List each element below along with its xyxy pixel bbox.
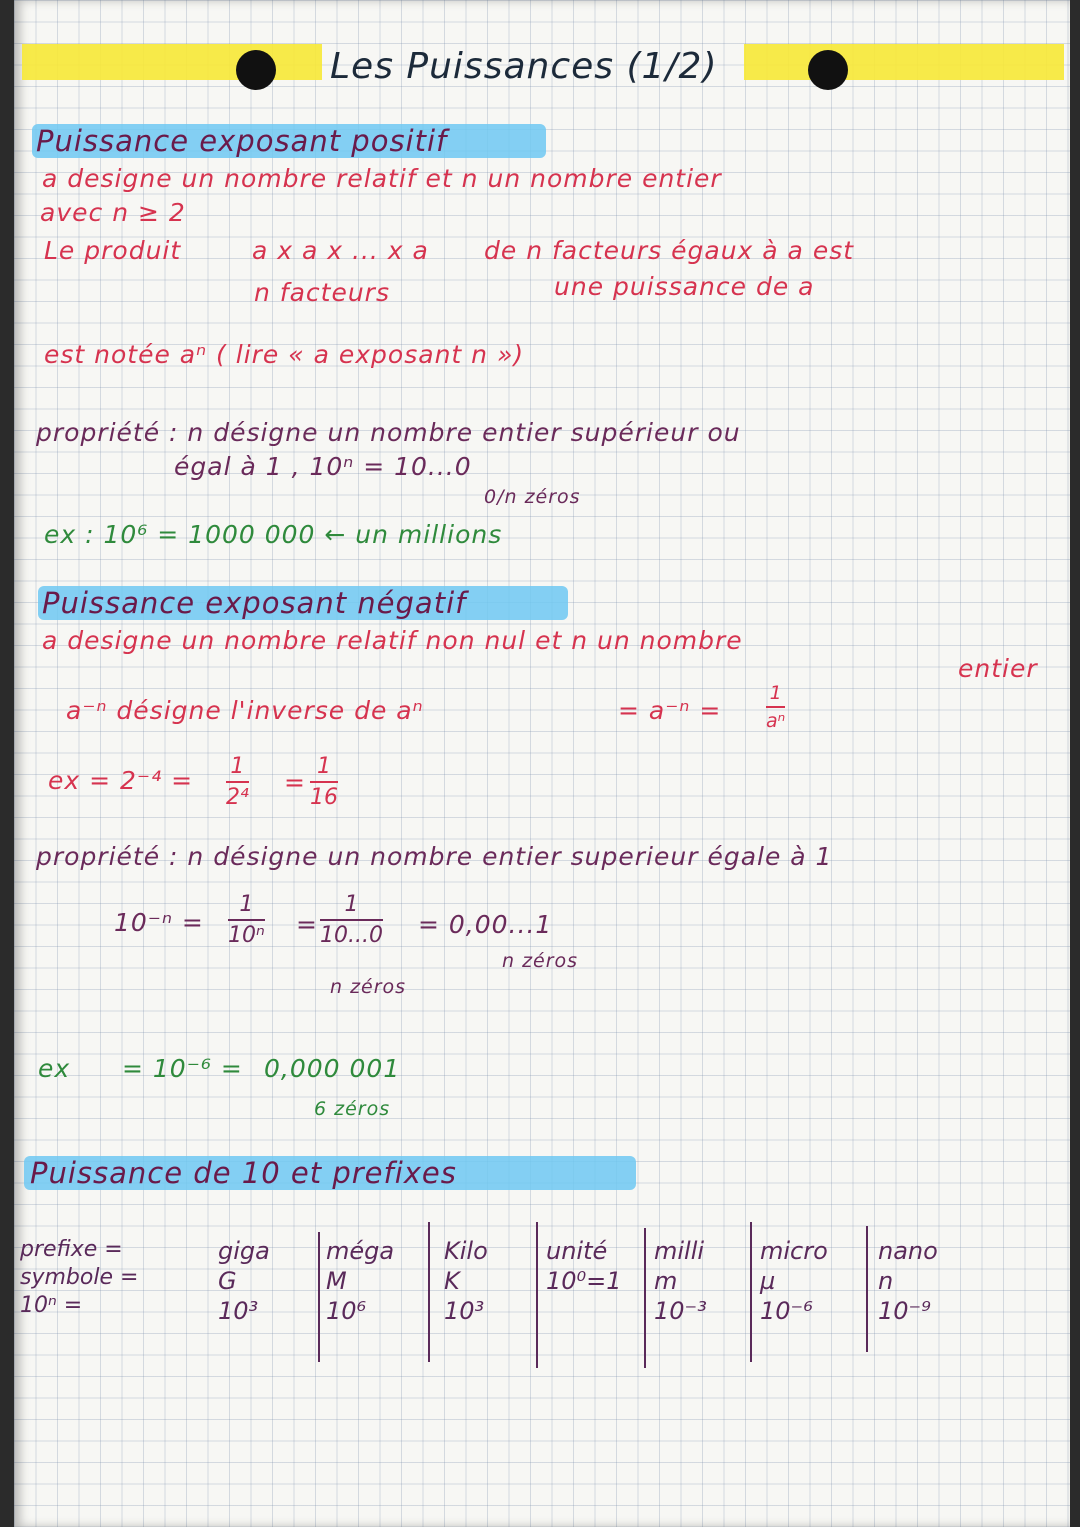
positive-line-2: avec n ≥ 2 — [40, 198, 186, 227]
positive-property-2: égal à 1 , 10ⁿ = 10...0 — [174, 452, 472, 481]
negative-example-frac2 — [310, 754, 338, 810]
prefix-row-labels — [20, 1236, 138, 1320]
negative-example-lhs: ex = 2⁻⁴ = — [48, 766, 194, 795]
negative-formula-frac1-den: 10ⁿ — [228, 923, 265, 948]
prefix-name: unité — [546, 1237, 608, 1265]
negative-example2-label: ex — [38, 1054, 71, 1083]
prefix-column-nano — [878, 1236, 938, 1326]
prefix-power: 10³ — [444, 1297, 485, 1325]
notebook-page — [14, 0, 1070, 1527]
negative-formula-frac2-note: n zéros — [330, 976, 407, 998]
prefix-power: 10³ — [218, 1297, 259, 1325]
prefix-symbol: n — [878, 1267, 894, 1295]
table-divider — [536, 1222, 538, 1368]
positive-property-1: propriété : n désigne un nombre entier supérieur ou — [36, 418, 741, 447]
table-divider — [750, 1222, 752, 1362]
prefix-name: nano — [878, 1237, 938, 1265]
positive-example: ex : 10⁶ = 1000 000 ← un millions — [44, 520, 503, 549]
prefix-power: 10⁻⁶ — [760, 1297, 813, 1325]
negative-example2-lhs: = 10⁻⁶ = — [122, 1054, 243, 1083]
positive-line-3b: a x a x ... x a — [252, 236, 429, 265]
heading-positive: Puissance exposant positif — [36, 124, 448, 158]
prefix-power: 10⁰=1 — [546, 1267, 622, 1295]
negative-line-2a: a⁻ⁿ désigne l'inverse de aⁿ — [66, 696, 424, 725]
heading-prefix: Puissance de 10 et prefixes — [30, 1156, 457, 1190]
negative-formula-frac2-den: 10...0 — [320, 923, 383, 948]
page-title: Les Puissances (1/2) — [330, 46, 718, 87]
negative-example-eq: = — [284, 768, 306, 797]
row-label-power: 10ⁿ = — [20, 1293, 83, 1318]
negative-example2-value: 0,000 001 — [264, 1054, 401, 1083]
table-divider — [428, 1222, 430, 1362]
negative-example-frac2-num: 1 — [317, 754, 331, 779]
punch-hole-right — [808, 50, 848, 90]
prefix-power: 10⁻⁹ — [878, 1297, 931, 1325]
negative-def-fraction — [766, 682, 785, 732]
row-label-symbol: symbole = — [20, 1265, 139, 1290]
prefix-symbol: m — [654, 1267, 678, 1295]
negative-example-frac2-den: 16 — [310, 785, 338, 810]
positive-line-3c: de n facteurs égaux à a est — [484, 236, 855, 265]
positive-property-3: 0/n zéros — [484, 486, 581, 508]
negative-formula-rhs-note: n zéros — [502, 950, 579, 972]
prefix-symbol: M — [326, 1267, 347, 1295]
positive-line-5: est notée aⁿ ( lire « a exposant n ») — [44, 340, 525, 369]
positive-line-4b: une puissance de a — [554, 272, 815, 301]
row-label-prefix: prefixe = — [20, 1237, 123, 1262]
negative-line-1: a designe un nombre relatif non nul et n un nombre — [42, 626, 743, 655]
table-divider — [866, 1226, 868, 1352]
negative-formula-frac1-num: 1 — [239, 892, 254, 917]
title-highlight-left — [22, 44, 322, 80]
negative-formula-rhs: = 0,00...1 — [418, 910, 553, 939]
prefix-name: milli — [654, 1237, 705, 1265]
negative-example-frac1-num: 1 — [230, 754, 245, 779]
prefix-symbol: G — [218, 1267, 237, 1295]
negative-def-num: 1 — [769, 682, 782, 704]
negative-line-2b: = a⁻ⁿ = — [618, 696, 722, 725]
prefix-name: giga — [218, 1237, 270, 1265]
negative-formula-frac1 — [228, 892, 265, 948]
prefix-name: Kilo — [444, 1237, 488, 1265]
prefix-power: 10⁻³ — [654, 1297, 707, 1325]
prefix-name: micro — [760, 1237, 828, 1265]
negative-formula-lhs: 10⁻ⁿ = — [114, 908, 204, 937]
prefix-power: 10⁶ — [326, 1297, 367, 1325]
positive-line-1: a designe un nombre relatif et n un nombre entier — [42, 164, 722, 193]
negative-property: propriété : n désigne un nombre entier superieur égale à 1 — [36, 842, 833, 871]
title-highlight-right — [744, 44, 1064, 80]
negative-formula-frac2-num: 1 — [344, 892, 359, 917]
negative-example-frac1 — [226, 754, 249, 810]
table-divider — [644, 1228, 646, 1368]
negative-example-frac1-den: 2⁴ — [226, 785, 249, 810]
positive-line-4a: n facteurs — [254, 278, 390, 307]
prefix-symbol: K — [444, 1267, 460, 1295]
prefix-column-giga — [218, 1236, 270, 1326]
prefix-column-milli — [654, 1236, 707, 1326]
prefix-column-unite — [546, 1236, 622, 1296]
positive-line-3a: Le produit — [44, 236, 182, 265]
negative-formula-eq: = — [296, 910, 318, 939]
negative-example2-note: 6 zéros — [314, 1098, 391, 1120]
punch-hole-left — [236, 50, 276, 90]
prefix-name: méga — [326, 1237, 395, 1265]
heading-negative: Puissance exposant négatif — [42, 586, 467, 620]
table-divider — [318, 1232, 320, 1362]
prefix-column-kilo — [444, 1236, 488, 1326]
prefix-column-micro — [760, 1236, 828, 1326]
prefix-column-mega — [326, 1236, 394, 1326]
prefix-symbol: µ — [760, 1267, 776, 1295]
negative-formula-frac2 — [320, 892, 383, 948]
negative-def-den: aⁿ — [766, 710, 786, 732]
negative-line-1b: entier — [958, 654, 1038, 683]
